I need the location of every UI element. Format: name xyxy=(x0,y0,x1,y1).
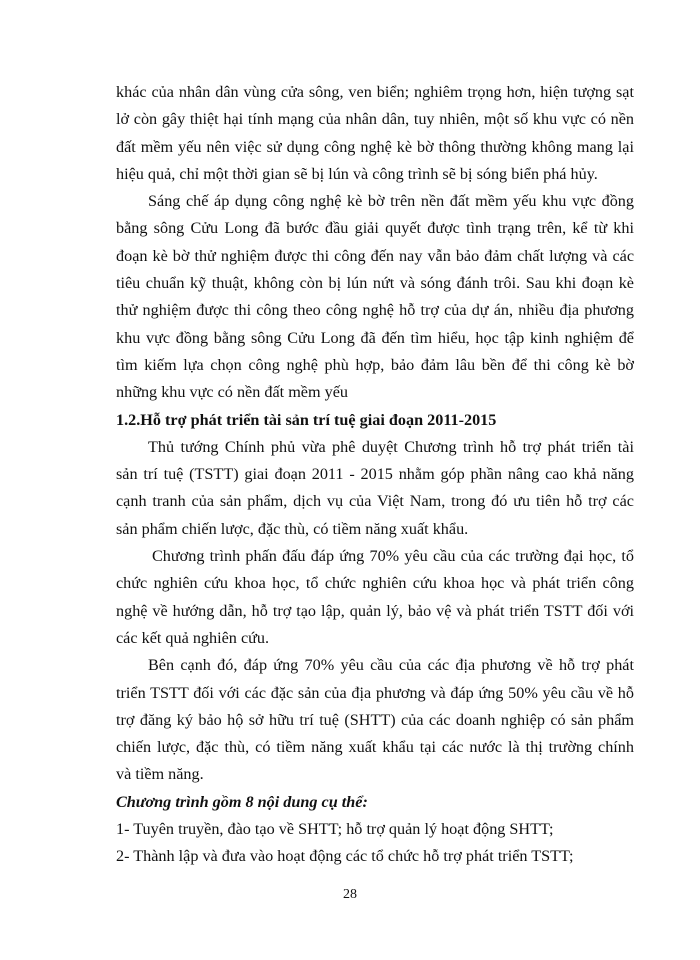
list-item: 2- Thành lập và đưa vào hoạt động các tổ chức hỗ trợ phát triển TSTT; xyxy=(116,847,574,866)
text-line: đất mềm yếu nên việc sử dụng công nghệ kè bờ thông thường không mang lại xyxy=(116,137,634,156)
text-line: chiến lược, đặc thù, có tiềm năng xuất khẩu tại các nước là thị trường chính xyxy=(116,738,634,757)
text-line: cạnh tranh của sản phẩm, dịch vụ của Việt Nam, trong đó ưu tiên hỗ trợ các xyxy=(116,492,634,511)
text-line: Thủ tướng Chính phủ vừa phê duyệt Chương trình hỗ trợ phát triển tài xyxy=(148,437,634,456)
text-line: sản phẩm chiến lược, đặc thù, có tiềm năng xuất khẩu. xyxy=(116,519,469,538)
paragraph-program-goals xyxy=(116,543,634,652)
program-content-list xyxy=(116,816,634,871)
text-line: khác của nhân dân vùng cửa sông, ven biển; nghiêm trọng hơn, hiện tượng sạt xyxy=(116,83,634,101)
text-line: bằng sông Cửu Long đã bước đầu giải quyết được tình trạng trên, kể từ khi xyxy=(116,219,634,238)
text-line: đoạn kè bờ thử nghiệm được thi công đến nay vẫn bảo đảm chất lượng và các xyxy=(116,246,634,265)
text-line: hiệu quả, chỉ một thời gian sẽ bị lún và công trình sẽ bị sóng biển phá hủy. xyxy=(116,164,598,183)
text-line: tiêu chuẩn kỹ thuật, không còn bị lún nứt và sóng đánh trôi. Sau khi đoạn kè xyxy=(116,274,634,293)
text-line: thử nghiệm được thi công theo công nghệ hỗ trợ của dự án, nhiều địa phương xyxy=(116,301,634,320)
text-line: các kết quả nghiên cứu. xyxy=(116,628,270,647)
page-number: 28 xyxy=(343,887,357,902)
text-line: trợ đăng ký bảo hộ sở hữu trí tuệ (SHTT) của các doanh nghiệp có sản phẩm xyxy=(116,710,634,729)
text-line: những khu vực có nền đất mềm yếu xyxy=(116,383,348,402)
section-heading: 1.2.Hỗ trợ phát triển tài sản trí tuệ giai đoạn 2011-2015 xyxy=(116,410,497,429)
text-line: sản trí tuệ (TSTT) giai đoạn 2011 - 2015 nhằm góp phần nâng cao khả năng xyxy=(116,465,634,484)
text-line: tìm kiếm lựa chọn công nghệ phù hợp, bảo đảm lâu bền để thi công kè bờ xyxy=(116,355,634,374)
text-line: nghệ về hướng dẫn, hỗ trợ tạo lập, quản lý, bảo vệ và phát triển TSTT đối với xyxy=(116,601,634,620)
paragraph-embankment-technology xyxy=(116,188,634,406)
text-line: và tiềm năng. xyxy=(116,765,204,784)
paragraph-program-approval xyxy=(116,434,634,543)
text-line: Bên cạnh đó, đáp ứng 70% yêu cầu của các địa phương về hỗ trợ phát xyxy=(148,656,634,675)
text-line: triển TSTT đối với các đặc sản của địa phương và đáp ứng 50% yêu cầu về hỗ xyxy=(116,683,634,702)
text-line: khu vực đồng bằng sông Cửu Long đã đến tìm hiểu, học tập kinh nghiệm để xyxy=(116,328,634,347)
text-line: Sáng chế áp dụng công nghệ kè bờ trên nền đất mềm yếu khu vực đồng xyxy=(148,192,634,211)
paragraph-sea-erosion xyxy=(116,79,634,188)
text-line: chức nghiên cứu khoa học, tổ chức nghiên cứu khoa học và phát triển công xyxy=(116,574,634,593)
text-line: Chương trình phấn đấu đáp ứng 70% yêu cầu của các trường đại học, tổ xyxy=(152,547,634,566)
program-subheading: Chương trình gồm 8 nội dung cụ thể: xyxy=(116,792,368,811)
text-line: lở còn gây thiệt hại tính mạng của nhân dân, tuy nhiên, một số khu vực có nền xyxy=(116,110,634,129)
paragraph-local-support xyxy=(116,652,634,788)
list-item: 1- Tuyên truyền, đào tạo về SHTT; hỗ trợ quản lý hoạt động SHTT; xyxy=(116,820,554,839)
document-body xyxy=(116,79,634,871)
